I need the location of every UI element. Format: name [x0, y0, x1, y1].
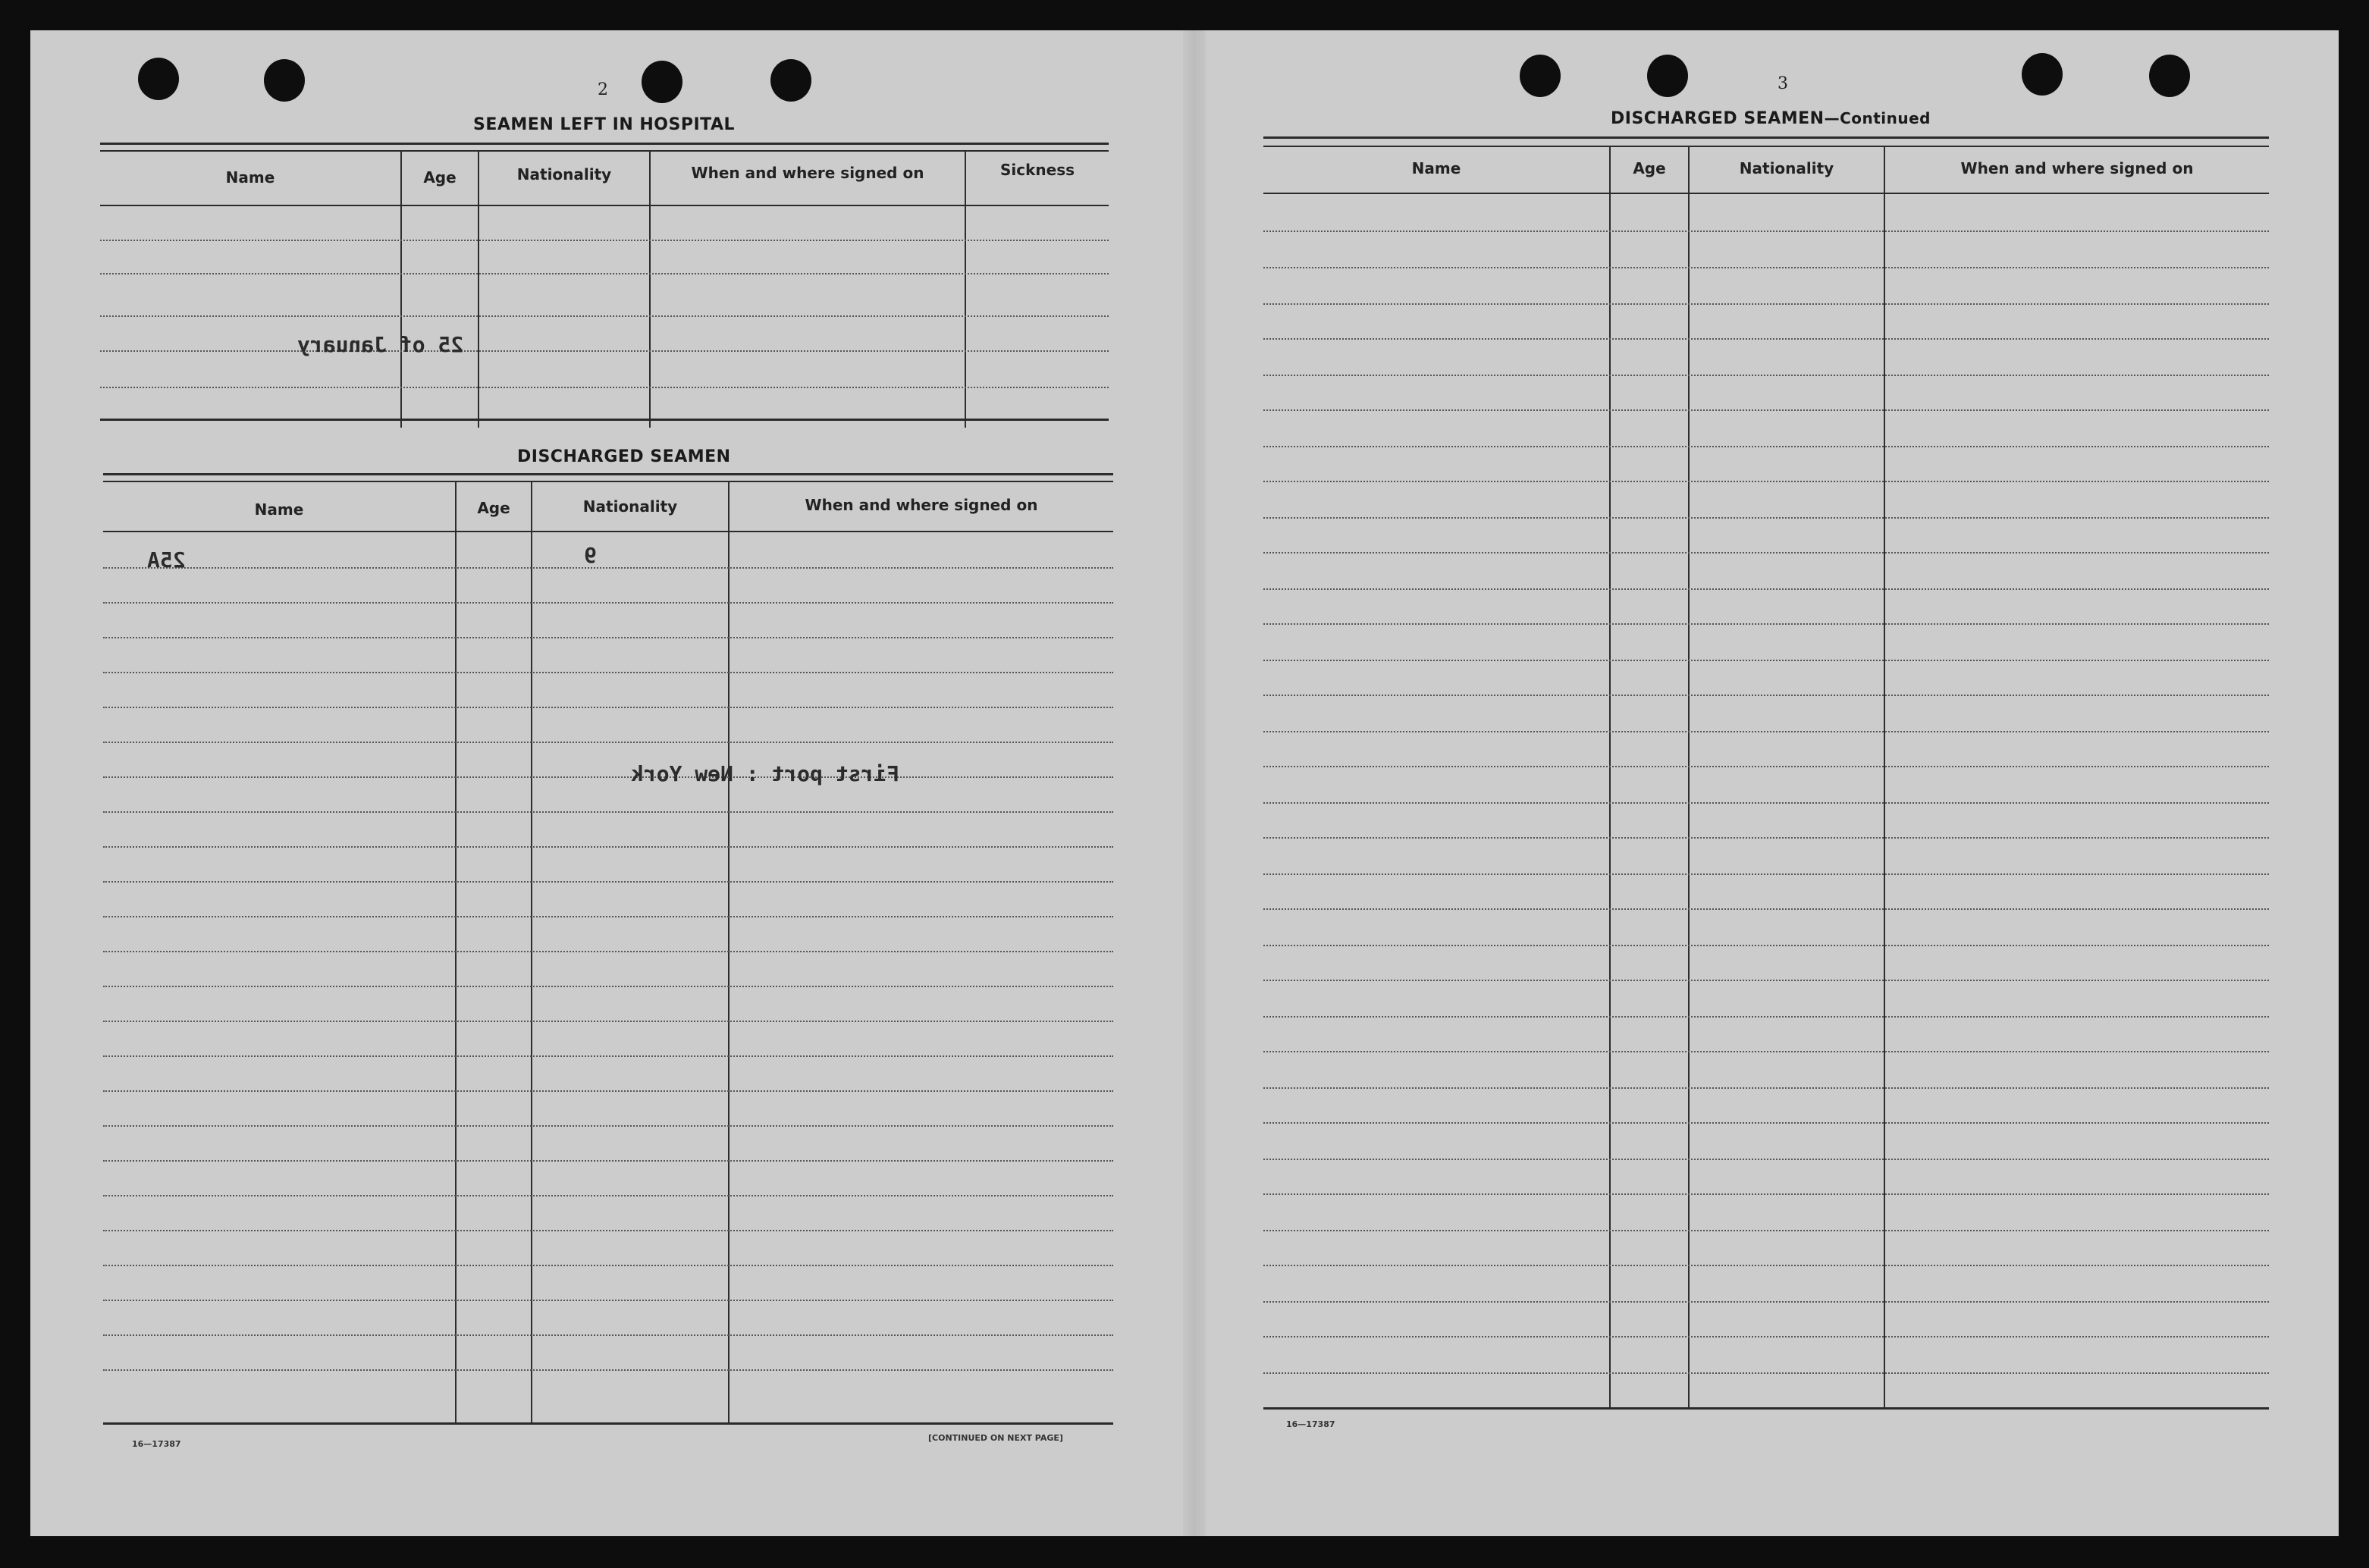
typed-mark: 9: [584, 543, 597, 568]
discharged-section-title: DISCHARGED SEAMEN: [517, 447, 731, 466]
punch-hole: [2149, 55, 2190, 97]
column-header-sickness: Sickness: [999, 161, 1075, 179]
punch-hole: [642, 61, 682, 103]
hospital-table: [100, 143, 1109, 428]
page-number-right: 3: [1778, 74, 1788, 93]
typed-number: 25A: [147, 547, 186, 572]
column-header-nationality: Nationality: [1739, 159, 1834, 177]
continued-note: [CONTINUED ON NEXT PAGE]: [928, 1433, 1063, 1443]
form-number-right: 16—17387: [1286, 1419, 1335, 1429]
punch-hole: [2022, 53, 2063, 96]
column-header-age: Age: [423, 168, 457, 187]
typed-date-note: 25 of January: [297, 332, 464, 357]
column-header-signed-on: When and where signed on: [805, 496, 1038, 514]
punch-hole: [770, 59, 811, 102]
punch-hole: [264, 59, 305, 102]
form-number-left: 16—17387: [132, 1439, 181, 1449]
page-gutter: [1183, 30, 1206, 1536]
right-section-title: [1611, 109, 1931, 128]
punch-hole: [1647, 55, 1688, 97]
column-header-name: Name: [1411, 159, 1461, 177]
right-title-text: DISCHARGED SEAMEN: [1611, 109, 1825, 128]
column-header-nationality: Nationality: [582, 497, 678, 516]
column-header-age: Age: [1633, 159, 1666, 177]
column-header-signed-on: When and where signed on: [1960, 159, 2194, 177]
typed-first-port-note: First port : New York: [631, 761, 900, 786]
page-number-left: 2: [598, 80, 608, 99]
column-header-name: Name: [225, 168, 275, 187]
column-header-age: Age: [477, 499, 510, 517]
column-header-signed-on: When and where signed on: [691, 164, 924, 182]
punch-hole: [1520, 55, 1561, 97]
column-header-name: Name: [254, 500, 304, 519]
hospital-section-title: SEAMEN LEFT IN HOSPITAL: [473, 115, 736, 134]
punch-hole: [138, 58, 179, 100]
discharged-continued-table: [1263, 136, 2269, 1407]
column-header-nationality: Nationality: [516, 165, 612, 183]
discharged-table: [103, 473, 1113, 1422]
right-title-suffix: —Continued: [1824, 109, 1931, 127]
